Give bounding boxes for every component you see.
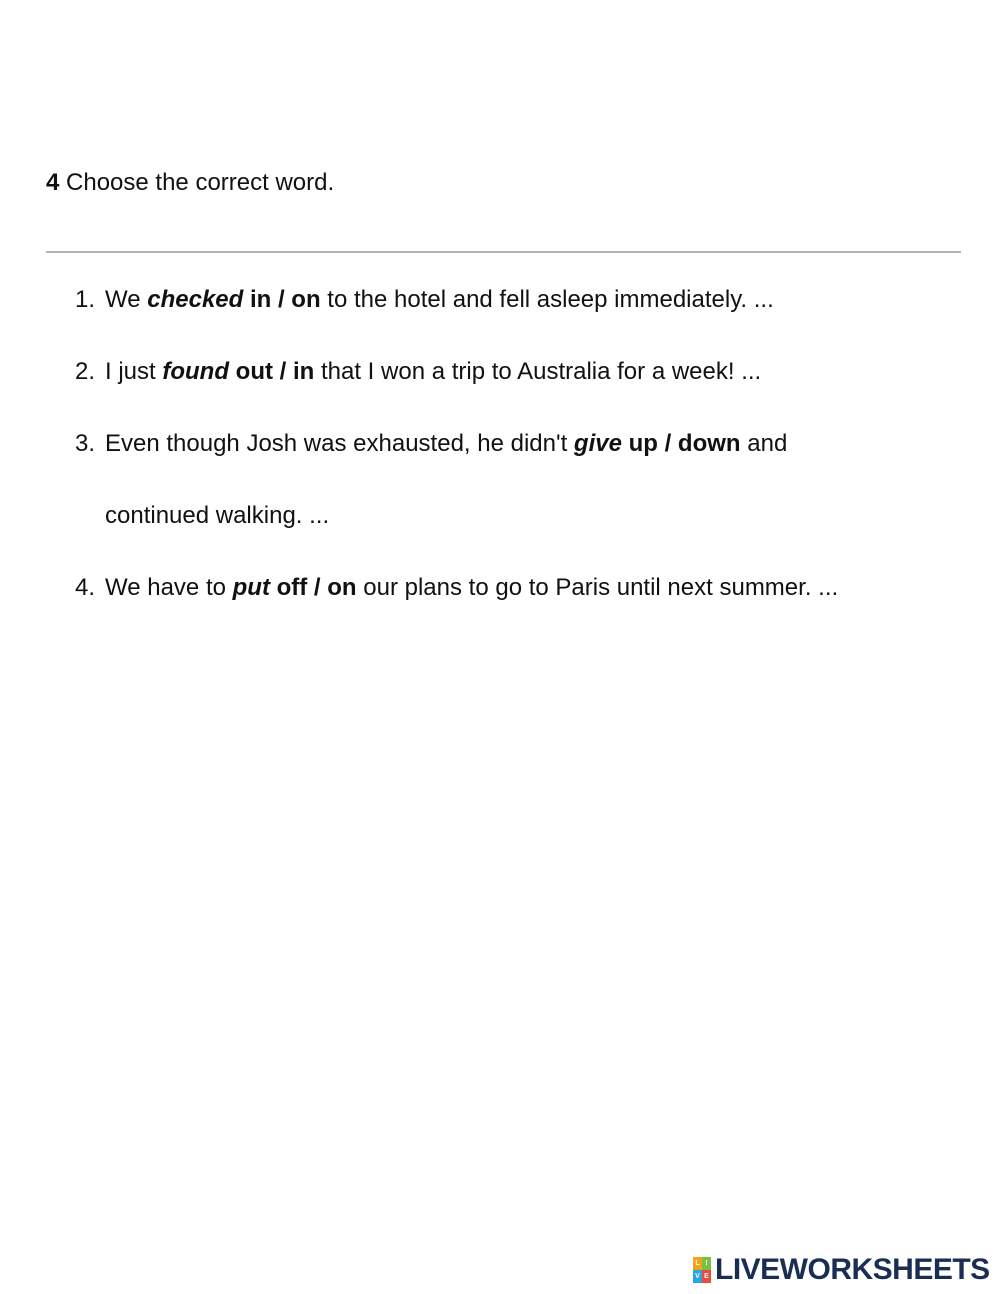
item-choice[interactable]: out / in (229, 358, 315, 385)
logo-mark-icon (693, 1257, 711, 1283)
list-item (75, 429, 787, 459)
list-item (75, 573, 838, 603)
liveworksheets-logo (693, 1253, 990, 1287)
logo-mark-letter: E (702, 1270, 711, 1283)
item-choice[interactable]: up / down (621, 430, 741, 457)
item-number: 1. (75, 286, 96, 313)
instruction-text: Choose the correct word. (59, 169, 335, 196)
item-verb: give (573, 430, 622, 457)
list-item-continuation: continued walking. ... (105, 502, 330, 529)
item-choice[interactable]: off / on (269, 574, 357, 601)
item-verb: put (232, 574, 270, 601)
logo-mark-letter: V (693, 1270, 702, 1283)
item-verb: found (162, 358, 229, 385)
logo-mark-letter: I (702, 1257, 711, 1270)
item-text-after: that I won a trip to Australia for a week! ... (314, 358, 762, 385)
item-text-after: our plans to go to Paris until next summer. ... (356, 574, 839, 601)
item-text-before: We (105, 286, 148, 313)
item-text-after: to the hotel and fell asleep immediately. ... (320, 286, 774, 313)
list-item (75, 357, 761, 387)
list-item (75, 285, 774, 315)
item-verb: checked (147, 286, 244, 313)
item-text-after: and (740, 430, 788, 457)
item-text-before: I just (105, 358, 163, 385)
item-number: 4. (75, 574, 96, 601)
item-text-before: We have to (105, 574, 233, 601)
item-text-before: Even though Josh was exhausted, he didn't (105, 430, 574, 457)
item-number: 3. (75, 430, 96, 457)
divider-line (46, 251, 961, 253)
logo-mark-letter: L (693, 1257, 702, 1270)
exercise-instruction (46, 168, 334, 198)
item-number: 2. (75, 358, 96, 385)
logo-text: LIVEWORKSHEETS (715, 1253, 990, 1286)
item-choice[interactable]: in / on (243, 286, 321, 313)
exercise-number: 4 (46, 169, 60, 196)
